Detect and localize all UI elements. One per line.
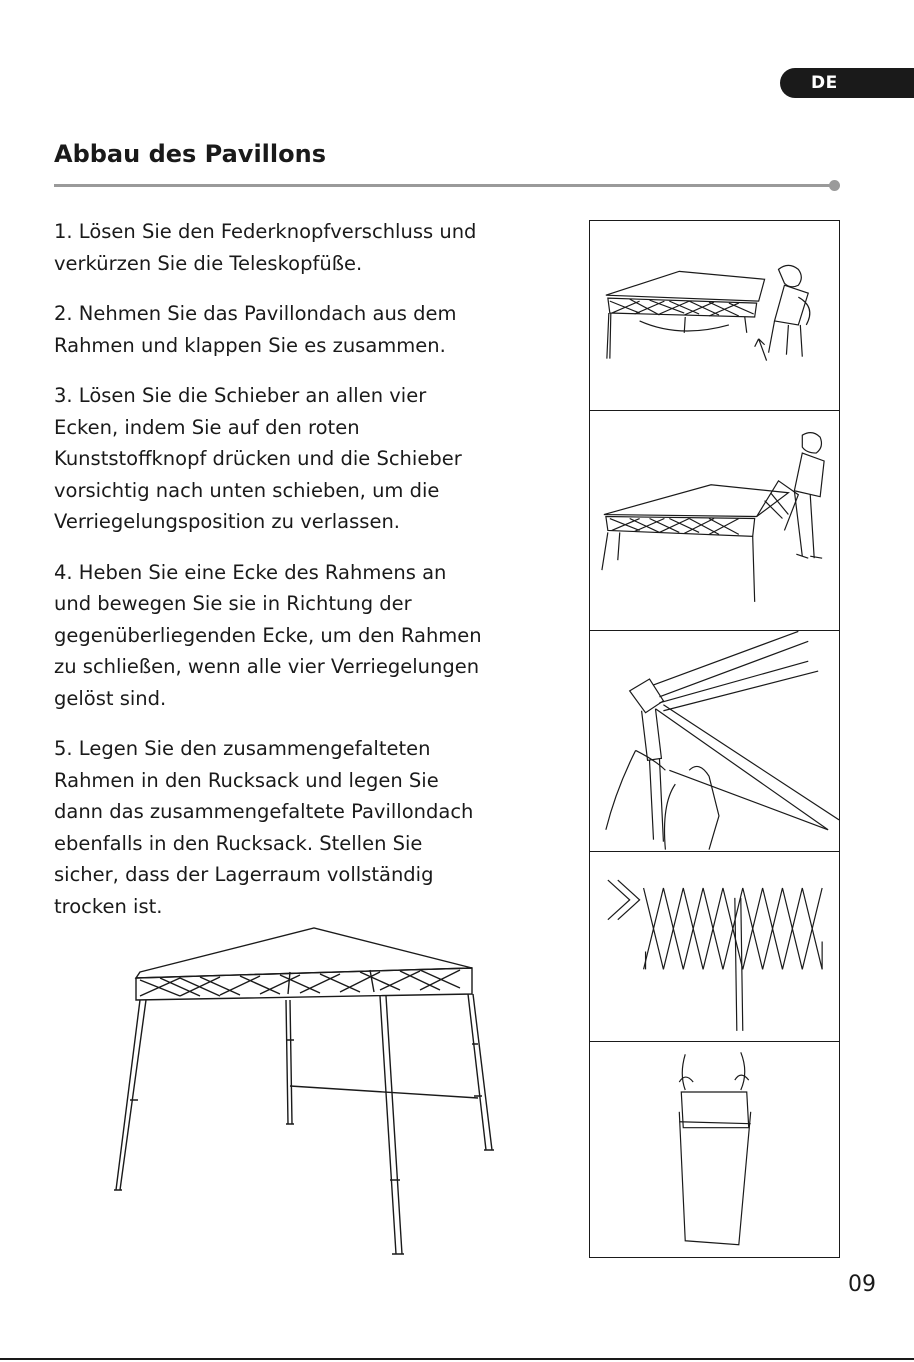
canopy-overview-illustration bbox=[100, 920, 500, 1265]
illustration-step-3 bbox=[590, 630, 839, 851]
slider-release-illustration bbox=[590, 631, 839, 851]
folding-frame-illustration bbox=[590, 852, 839, 1041]
backpack-packing-illustration bbox=[590, 1042, 839, 1259]
canopy-leg-illustration bbox=[590, 221, 839, 410]
canopy-frame-drawing bbox=[100, 920, 500, 1265]
page-bottom-line bbox=[0, 1358, 914, 1360]
step-5: 5. Legen Sie den zusammengefalteten Rahmen in den Rucksack und legen Sie dann das zusammengefaltete Pavillondach ebenfalls in den Rucksack. Stellen Sie sicher, dass der Lagerraum vollständig trocken ist. bbox=[54, 737, 474, 918]
language-tab: DE bbox=[780, 68, 914, 98]
section-title: Abbau des Pavillons bbox=[54, 140, 326, 168]
illustration-column bbox=[589, 220, 840, 1258]
divider-dot bbox=[829, 180, 840, 191]
step-1: 1. Lösen Sie den Federknopfverschluss und verkürzen Sie die Teleskopfüße. bbox=[54, 220, 477, 275]
illustration-step-1 bbox=[590, 221, 839, 410]
illustration-step-5 bbox=[590, 1041, 839, 1259]
illustration-step-4 bbox=[590, 851, 839, 1041]
step-3: 3. Lösen Sie die Schieber an allen vier Ecken, indem Sie auf den roten Kunststoffknopf drücken und die Schieber vorsichtig nach unten schieben, um die Verriegelungsposition zu verlassen. bbox=[54, 384, 462, 533]
page-number: 09 bbox=[848, 1272, 876, 1297]
title-divider bbox=[54, 184, 832, 187]
canopy-removal-illustration bbox=[590, 411, 839, 630]
step-2: 2. Nehmen Sie das Pavillondach aus dem Rahmen und klappen Sie es zusammen. bbox=[54, 302, 457, 357]
step-4: 4. Heben Sie eine Ecke des Rahmens an und bewegen Sie sie in Richtung der gegenüberliegenden Ecke, um den Rahmen zu schließen, wenn alle vier Verriegelungen gelöst sind. bbox=[54, 560, 482, 710]
instruction-steps bbox=[54, 216, 554, 941]
illustration-step-2 bbox=[590, 410, 839, 630]
